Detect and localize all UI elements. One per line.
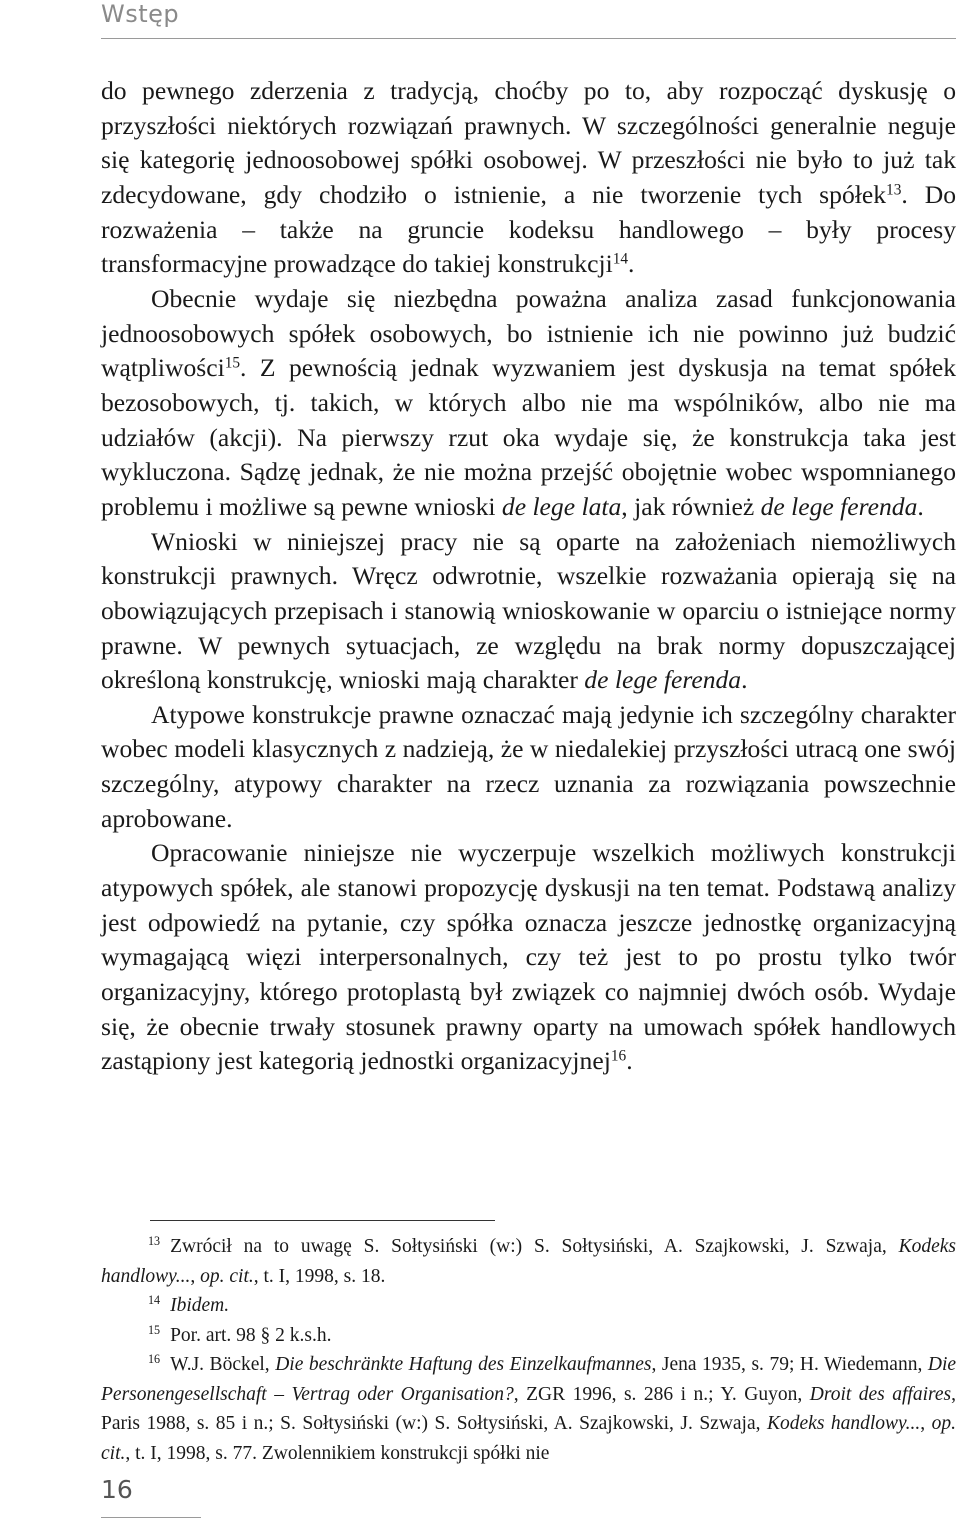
text-run: . [628,249,635,279]
italic-text: Die Personengesellschaft – Vertrag oder Organisation? [101,1354,957,1405]
footer-divider [101,1517,201,1518]
text-run: W.J. Böckel, [170,1354,276,1375]
paragraph [101,698,956,837]
paragraph [101,836,956,1079]
footnote [101,1232,956,1291]
text-run: , ZGR 1996, s. 286 i n.; Y. Guyon, [513,1383,810,1405]
text-run: . [917,491,924,521]
main-text [101,74,956,1079]
italic-text: de lege lata [501,491,622,521]
footnote [101,1350,956,1468]
footnotes [101,1232,956,1468]
footnote-ref[interactable]: 13 [886,181,902,199]
text-run: Opracowanie niniejsze nie wyczerpuje wszelkich możliwych konstrukcji atypowych spółek, ale stanowi propozycję dyskusji na ten temat. Podstawą analizy jest odpowiedź na pytanie, czy spółka oznacza jeszcze jednostkę organizacyjną wymagającą więzi interpersonalnych, czy też jest to po prostu tylko twór organizacyjny, którego protoplastą był związek co najmniej dwóch osób. Wydaje się, że obecnie trwały stosunek prawny oparty na umowach spółek handlowych zastąpiony jest kategorią jednostki organizacyjnej [101,838,956,1076]
text-run: Atypowe konstrukcje prawne oznaczać mają jedynie ich szczególny charakter wobec modeli klasycznych z nadzieją, że w niedalekiej przyszłości utracą one swój szczególny, atypowy charakter na rzecz uznania za rozwiązania powszechnie aprobowane. [101,699,956,833]
italic-text: Droit des affaires [809,1383,952,1405]
text-run: . [741,665,748,695]
italic-text: op. cit. [200,1265,254,1287]
text-run: , t. I, 1998, s. 18. [253,1265,386,1287]
italic-text: de lege ferenda [760,491,918,521]
italic-text: Kodeks handlowy... [101,1236,956,1287]
italic-text: op. cit. [101,1413,956,1464]
text-run: , jak również [621,491,761,521]
footnote-number: 15 [148,1322,161,1337]
footnote-number: 16 [148,1352,161,1367]
footnote-ref[interactable]: 14 [612,250,629,268]
text-run: , [920,1413,932,1434]
italic-text: Kodeks handlowy... [767,1413,921,1434]
footnote-divider [150,1220,495,1221]
paragraph [101,525,956,698]
header-divider [101,38,956,39]
italic-text: de lege ferenda [584,665,742,695]
footnote-number: 13 [148,1234,161,1249]
italic-text: Ibidem. [170,1295,230,1316]
running-head: Wstęp [101,0,180,28]
text-run: , [190,1265,201,1287]
footnote-ref[interactable]: 15 [224,354,241,372]
paragraph [101,282,956,525]
text-run: . Do rozważenia – także na gruncie kodeksu handlowego – były procesy transformacyjne prowadzące do takiej konstrukcji [101,179,956,279]
text-run: , t. I, 1998, s. 77. Zwolennikiem konstrukcji spółki nie [125,1442,550,1464]
page-number: 16 [101,1475,133,1504]
footnote [101,1321,956,1351]
text-run: , Jena 1935, s. 79; H. Wiedemann, [651,1354,928,1375]
text-run: , Paris 1988, s. 85 i n.; S. Sołtysiński (w:) S. Sołtysiński, A. Szajkowski, J. Szwaja, [101,1383,956,1434]
text-run: Zwrócił na to uwagę S. Sołtysiński (w:) S. Sołtysiński, A. Szajkowski, J. Szwaja, [170,1236,899,1257]
paragraph [101,74,956,282]
footnote-ref[interactable]: 16 [610,1047,627,1065]
text-run: Obecnie wydaje się niezbędna poważna analiza zasad funkcjonowania jednoosobowych spółek osobowych, bo istnienie ich nie powinno już budzić wątpliwości [101,283,956,383]
text-run: Por. art. 98 § 2 k.s.h. [170,1324,332,1346]
footnote-number: 14 [148,1293,161,1308]
text-run: . [626,1046,633,1076]
text-run: do pewnego zderzenia z tradycją, choćby po to, aby rozpocząć dyskusję o przyszłości niektórych rozwiązań prawnych. W szczególności generalnie neguje się kategorię jednoosobowej spółki osobowej. W przeszłości nie było to już tak zdecydowane, gdy chodziło o istnienie, a nie tworzenie tych spółek [101,76,956,209]
text-run: Wnioski w niniejszej pracy nie są oparte na założeniach niemożliwych konstrukcji prawnych. Wręcz odwrotnie, wszelkie rozważania opierają się na obowiązujących przepisach i stanowią wnioskowanie w oparciu o istniejące normy prawne. W pewnych sytuacjach, ze względu na brak normy dopuszczającej określoną konstrukcję, wnioski mają charakter [101,526,956,695]
footnote [101,1291,956,1321]
text-run: . Z pewnością jednak wyzwaniem jest dyskusja na temat spółek bezosobowych, tj. takich, w których albo nie ma wspólników, albo nie ma udziałów (akcji). Na pierwszy rzut oka wydaje się, że konstrukcja taka jest wykluczona. Sądzę jednak, że nie można przejść obojętnie wobec wspomnianego problemu i możliwe są pewne wnioski [101,353,956,521]
italic-text: Die beschränkte Haftung des Einzelkaufmannes [275,1354,652,1375]
